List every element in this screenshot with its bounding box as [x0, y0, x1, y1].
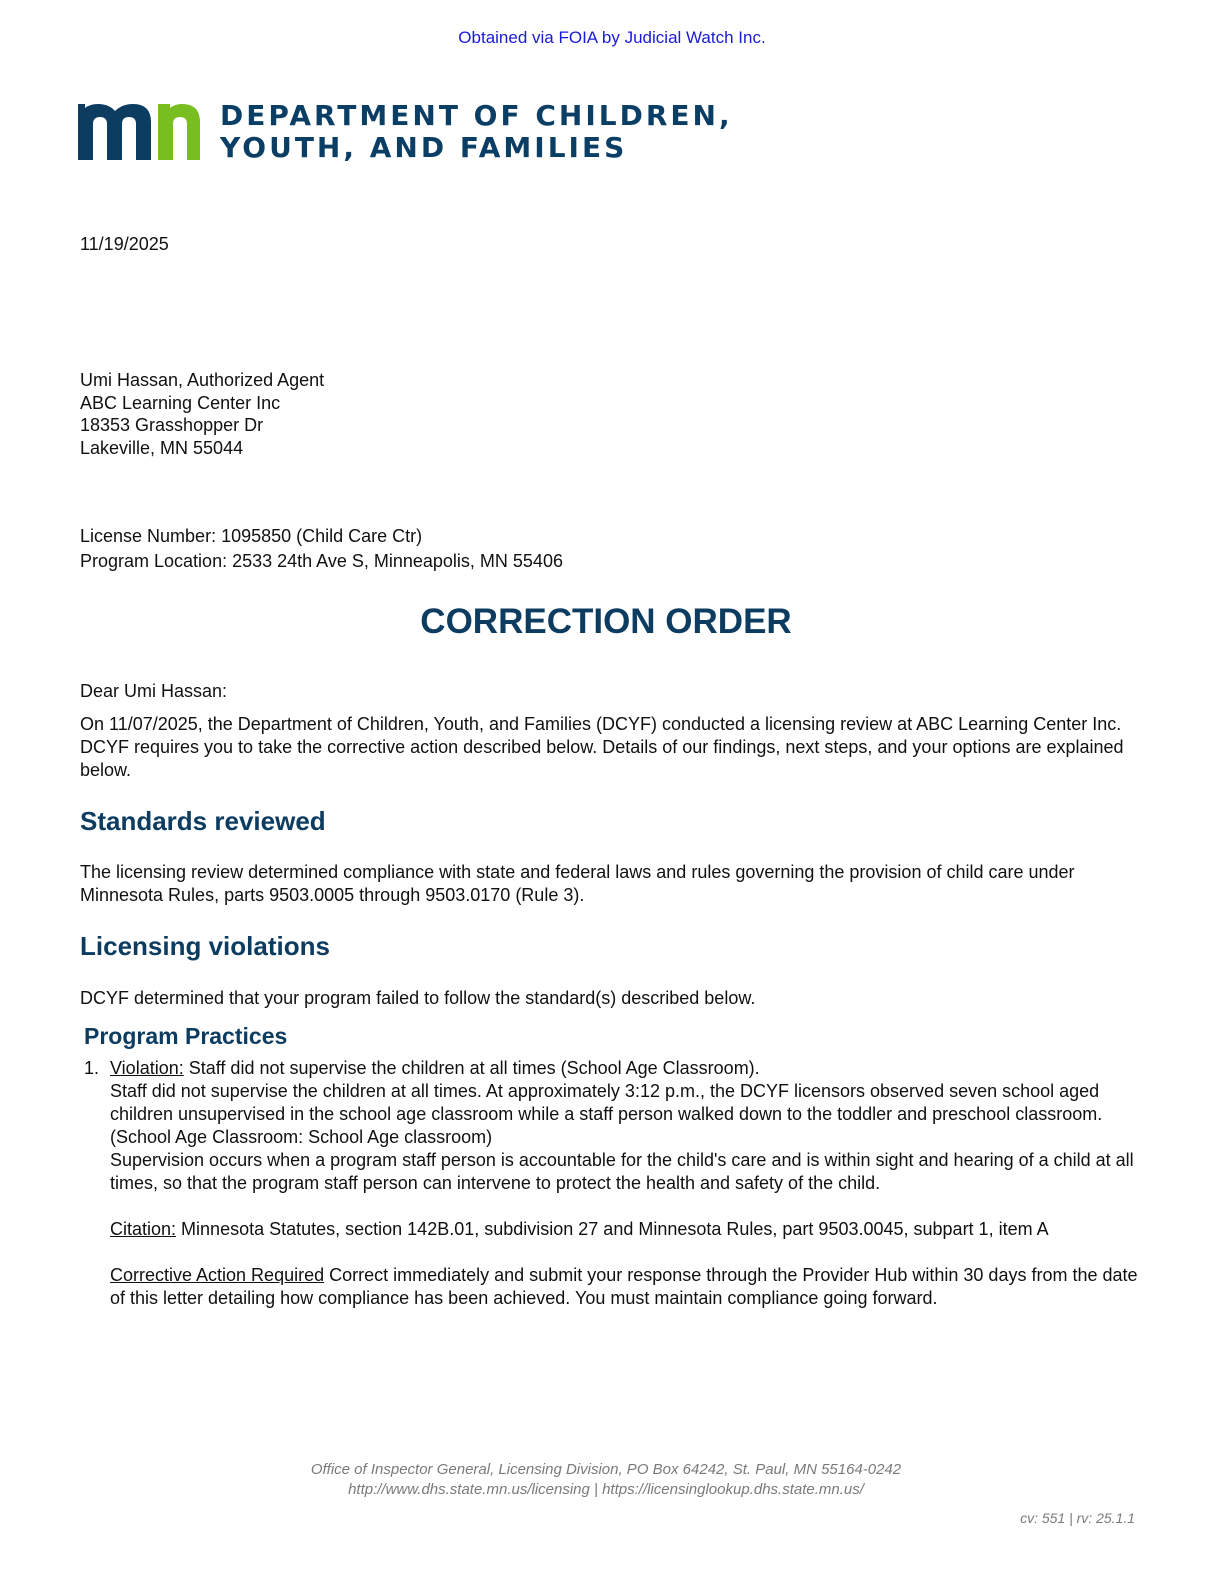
citation-line: [110, 1218, 1140, 1241]
citation-label: Citation:: [110, 1219, 177, 1239]
greeting: Dear Umi Hassan:: [80, 681, 228, 701]
recipient-name: Umi Hassan, Authorized Agent: [80, 370, 325, 390]
letter-date: 11/19/2025: [80, 234, 169, 254]
version-info: cv: 551 | rv: 25.1.1: [1020, 1510, 1135, 1526]
section-heading-program-practices: Program Practices: [84, 1023, 288, 1049]
violation-body: [110, 1057, 1140, 1310]
mn-logo-mark: [78, 104, 200, 160]
department-name-line2: YOUTH, AND FAMILIES: [220, 131, 628, 164]
intro-paragraph: On 11/07/2025, the Department of Children, Youth, and Families (DCYF) conducted a licensing review at ABC Learning Center Inc. DCYF requires you to take the corrective action described below. Details of our findings, next steps, and your options are explained below.: [80, 714, 1124, 780]
footer-office-address: Office of Inspector General, Licensing Division, PO Box 64242, St. Paul, MN 55164-0242: [310, 1461, 902, 1478]
department-name: [220, 100, 733, 164]
license-number: License Number: 1095850 (Child Care Ctr): [80, 526, 423, 546]
footer-links: http://www.dhs.state.mn.us/licensing | https://licensinglookup.dhs.state.mn.us/: [348, 1480, 864, 1498]
document-title: CORRECTION ORDER: [420, 602, 792, 641]
violation-label: Violation:: [110, 1058, 184, 1078]
violation-number: 1.: [84, 1058, 100, 1078]
footer: [0, 1460, 1212, 1499]
program-location: Program Location: 2533 24th Ave S, Minneapolis, MN 55406: [80, 550, 563, 571]
foia-watermark: Obtained via FOIA by Judicial Watch Inc.: [458, 28, 766, 47]
recipient-city: Lakeville, MN 55044: [80, 437, 244, 458]
corrective-action-label: Corrective Action Required: [110, 1265, 325, 1285]
supervision-definition: Supervision occurs when a program staff person is accountable for the child's care and is within sight and hearing of a child at all times, so that the program staff person can intervene to protect the health and safety of the child.: [110, 1150, 1134, 1193]
violations-heading: Licensing violations: [80, 931, 330, 961]
violation-details: Staff did not supervise the children at all times. At approximately 3:12 p.m., the DCYF licensors observed seven school aged children unsupervised in the school age classroom while a staff person walked down to the toddler and preschool classroom. (School Age Classroom: School Age classroom): [110, 1081, 1103, 1147]
violations-paragraph: DCYF determined that your program failed to follow the standard(s) described below.: [80, 988, 756, 1008]
violation-summary: Staff did not supervise the children at all times (School Age Classroom).: [183, 1058, 760, 1078]
standards-heading: Standards reviewed: [80, 806, 326, 836]
department-name-line1: DEPARTMENT OF CHILDREN,: [220, 99, 733, 132]
corrective-action-line: [110, 1264, 1140, 1310]
license-info: [80, 524, 563, 573]
dcyf-logo: [78, 100, 733, 164]
standards-paragraph: The licensing review determined compliance with state and federal laws and rules governing the provision of child care under Minnesota Rules, parts 9503.0005 through 9503.0170 (Rule 3).: [80, 862, 1075, 905]
recipient-street: 18353 Grasshopper Dr: [80, 415, 264, 435]
recipient-address: [80, 369, 324, 459]
recipient-org: ABC Learning Center Inc: [80, 392, 281, 413]
corrective-action-text: Correct immediately and submit your response through the Provider Hub within 30 days from the date of this letter detailing how compliance has been achieved. You must maintain compliance going forward.: [110, 1265, 1138, 1308]
violation-summary-line: [110, 1057, 1140, 1080]
citation-text: Minnesota Statutes, section 142B.01, subdivision 27 and Minnesota Rules, part 9503.0045, subpart 1, item A: [176, 1219, 1049, 1239]
